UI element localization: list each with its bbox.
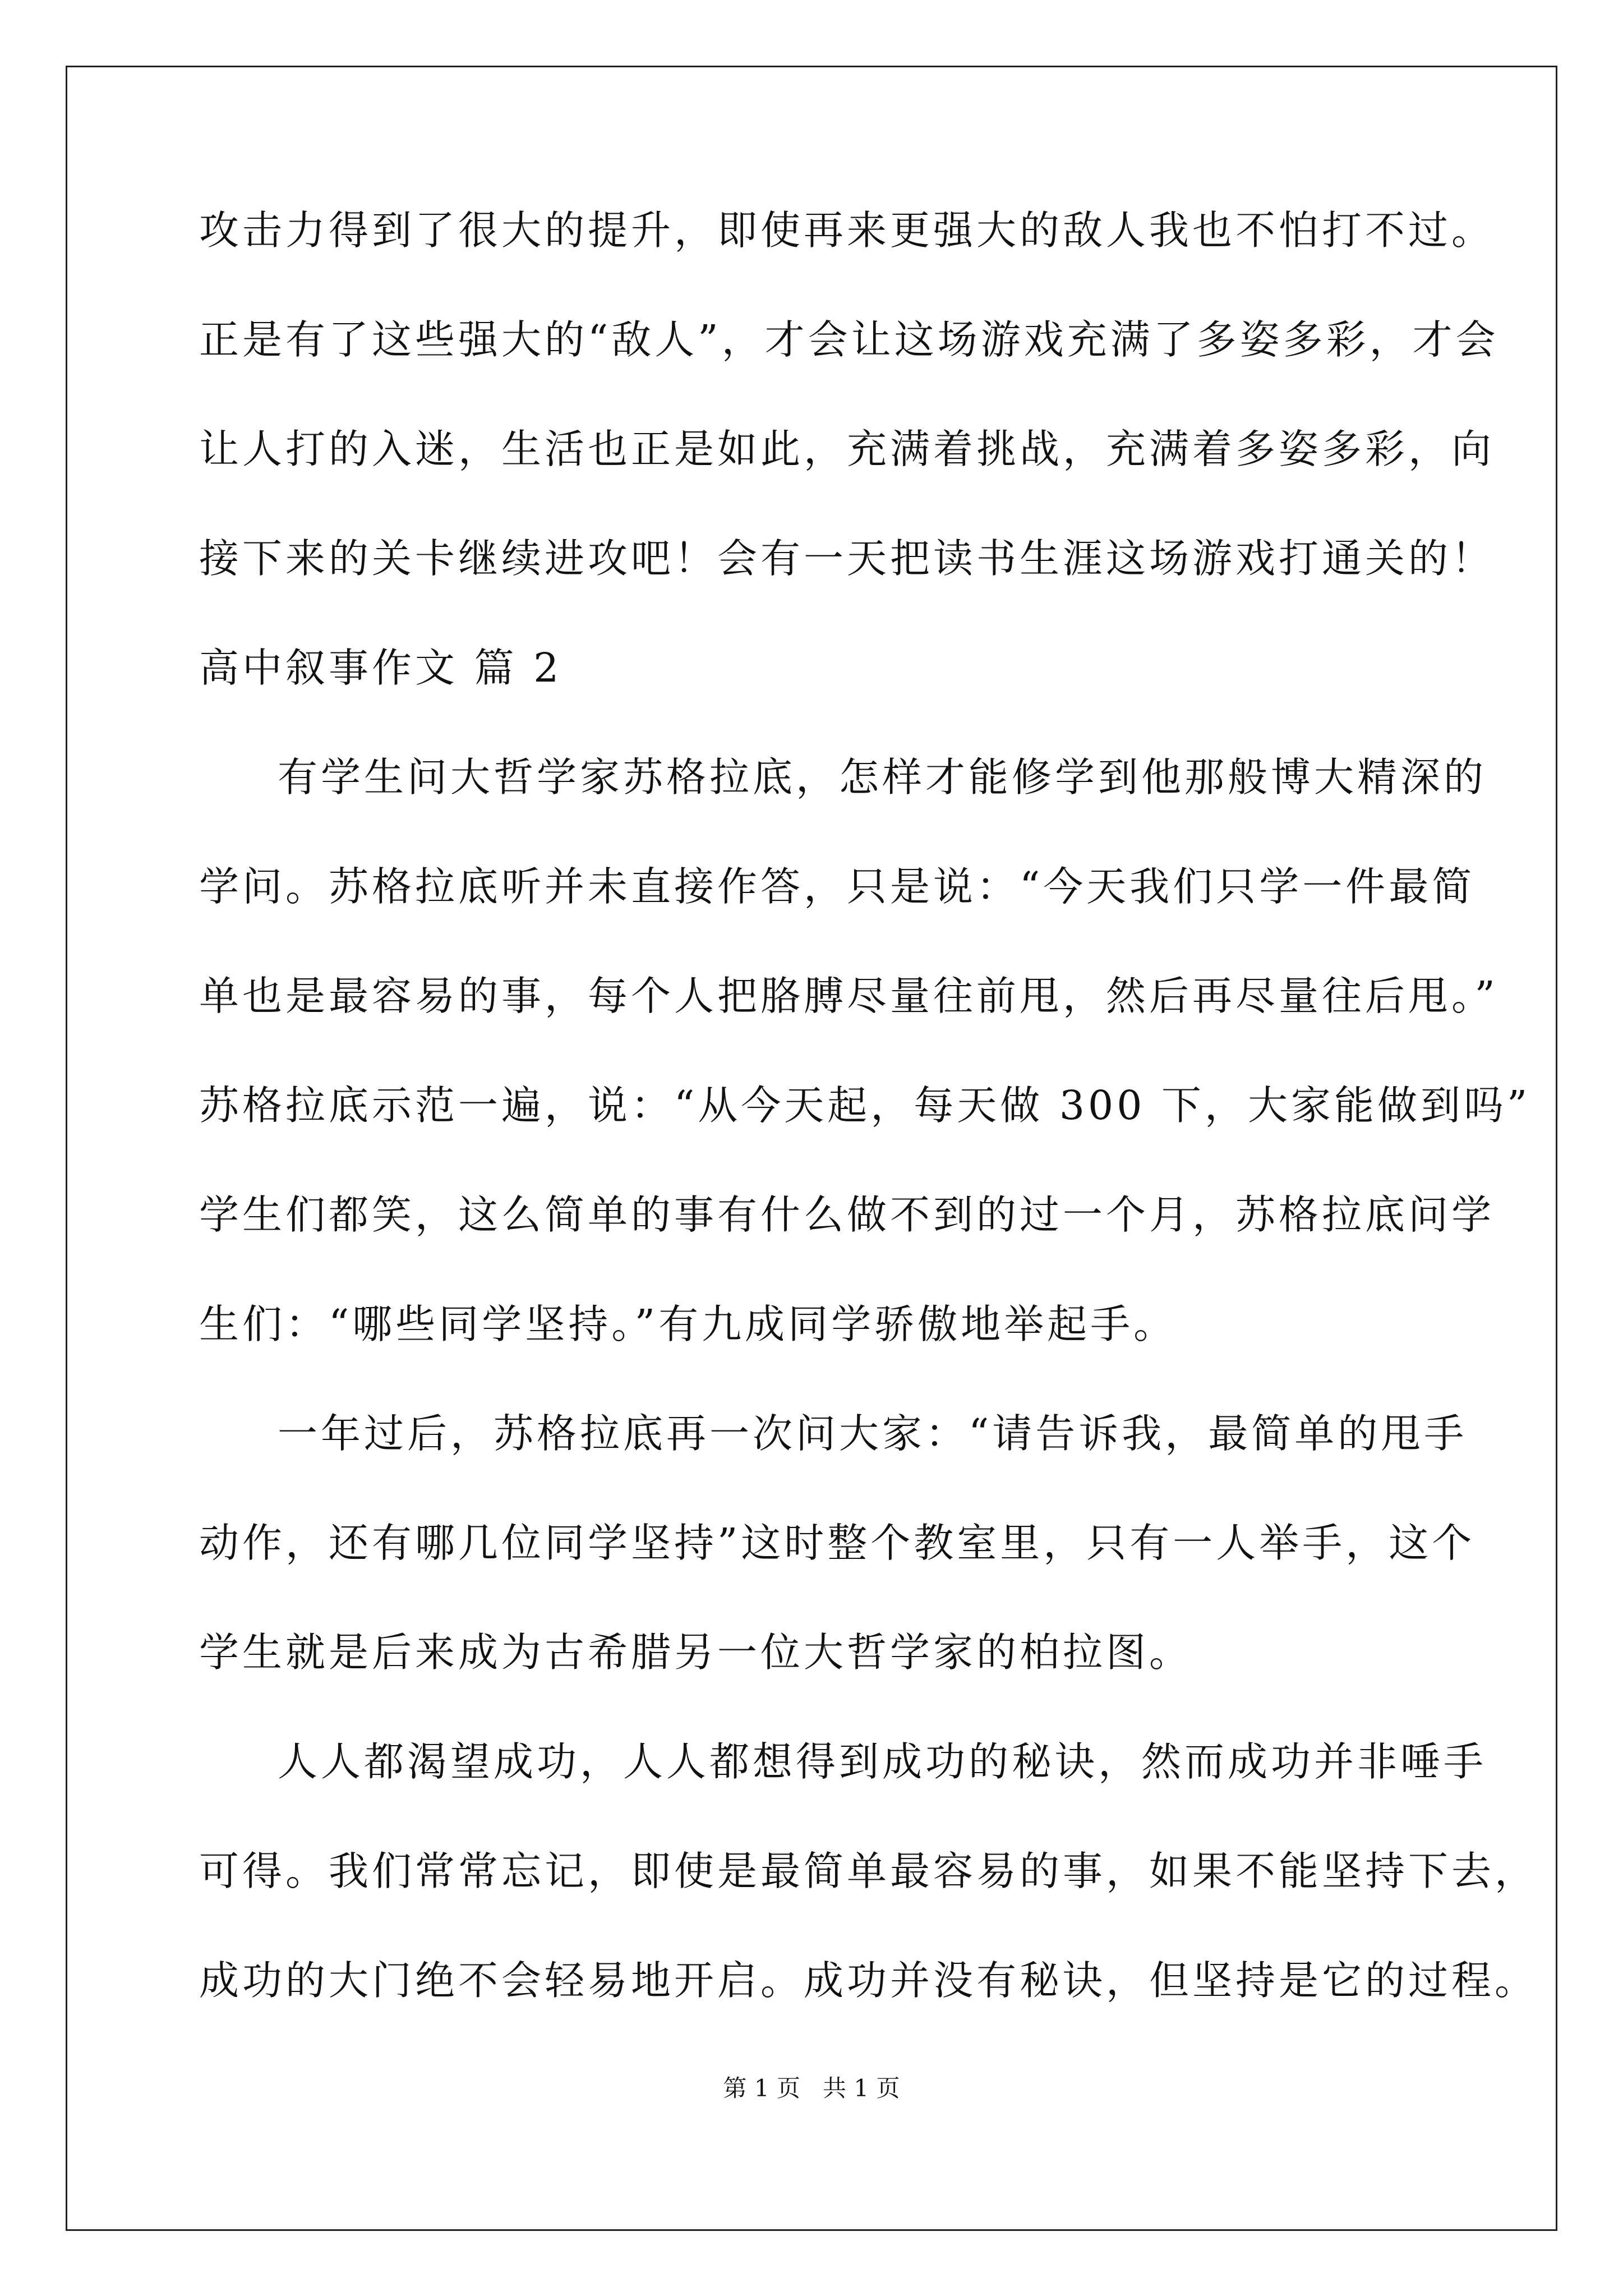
text-line: 成功的大门绝不会轻易地开启。成功并没有秘诀，但坚持是它的过程。 [199,1957,1538,2004]
text-line: 可得。我们常常忘记，即使是最简单最容易的事，如果不能坚持下去， [199,1848,1538,1894]
text-line: 学生们都笑，这么简单的事有什么做不到的过一个月，苏格拉底问学 [199,1191,1495,1238]
text-line: 让人打的入迷，生活也正是如此，充满着挑战，充满着多姿多彩，向 [199,426,1495,472]
paragraph-start-line: 一年过后，苏格拉底再一次问大家：“请告诉我，最简单的甩手 [278,1410,1468,1457]
text-line: 攻击力得到了很大的提升，即使再来更强大的敌人我也不怕打不过。 [199,207,1495,254]
page-number: 第 1 页 共 1 页 [723,2074,900,2102]
text-line: 苏格拉底示范一遍，说：“从今天起，每天做 300 下，大家能做到吗” [199,1082,1531,1129]
text-line: 生们：“哪些同学坚持。”有九成同学骄傲地举起手。 [199,1301,1177,1347]
text-line: 正是有了这些强大的“敌人”，才会让这场游戏充满了多姿多彩，才会 [199,316,1499,363]
page-border [66,66,1557,2231]
paragraph-start-line: 人人都渴望成功，人人都想得到成功的秘诀，然而成功并非唾手 [278,1738,1487,1785]
text-line: 接下来的关卡继续进攻吧！会有一天把读书生涯这场游戏打通关的！ [199,535,1495,582]
text-line: 动作，还有哪几位同学坚持”这时整个教室里，只有一人举手，这个 [199,1520,1476,1566]
text-line: 学生就是后来成为古希腊另一位大哲学家的柏拉图。 [199,1629,1193,1676]
text-line: 单也是最容易的事，每个人把胳膊尽量往前甩，然后再尽量往后甩。” [199,973,1498,1019]
text-line: 学问。苏格拉底听并未直接作答，只是说：“今天我们只学一件最简 [199,863,1476,910]
paragraph-start-line: 有学生问大哲学家苏格拉底，怎样才能修学到他那般博大精深的 [278,754,1487,800]
section-heading: 高中叙事作文 篇 2 [199,645,562,691]
